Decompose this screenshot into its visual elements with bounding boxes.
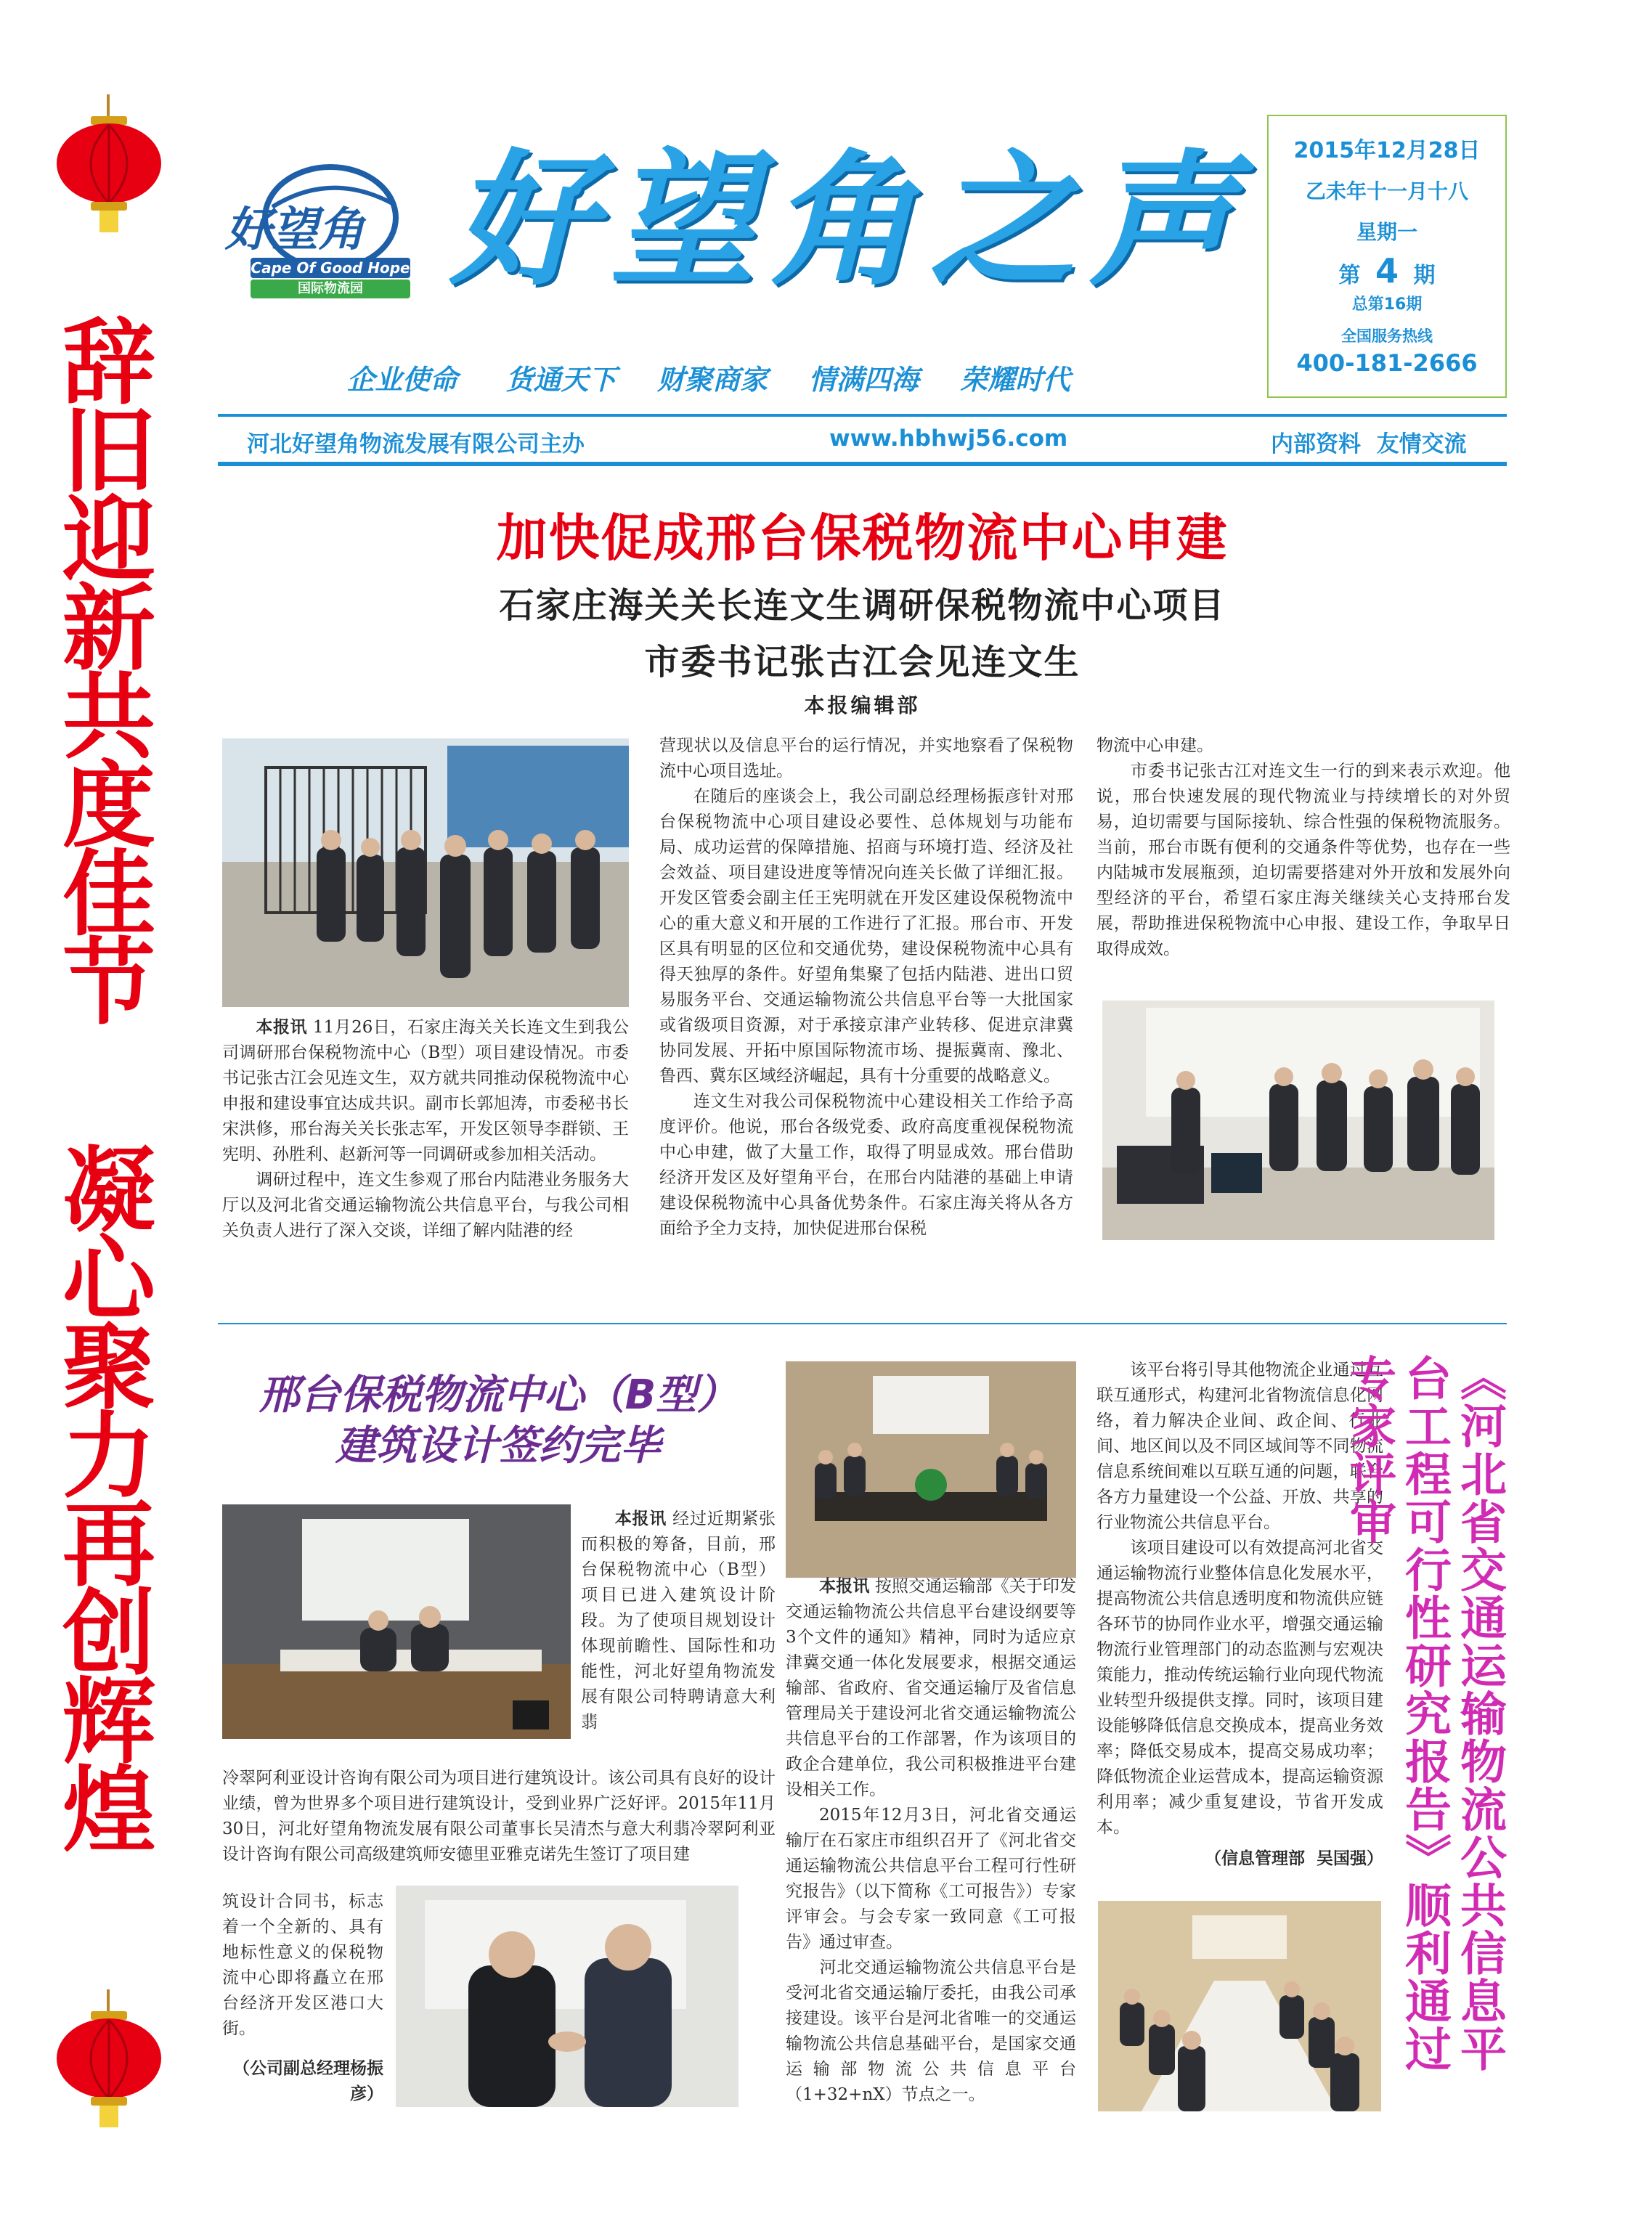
sponsor: 河北好望角物流发展有限公司主办 [247, 431, 585, 457]
sponsor-line [218, 421, 1507, 457]
photo-signing-meeting [222, 1504, 571, 1739]
photo-review-meeting [786, 1361, 1076, 1578]
issue-weekday: 星期一 [1356, 220, 1417, 244]
logo-en: Cape Of Good Hope [251, 259, 410, 277]
side-slogan-1: 辞 旧 迎 新 共 度 佳 节 [62, 309, 155, 1038]
lantern-top-icon [54, 116, 163, 232]
photo-expert-review [1098, 1901, 1381, 2111]
lead-col-3: 物流中心申建。 市委书记张古江对连文生一行的到来表示欢迎。他说，邢台快速发展的现代物流业与持续增长的对外贸易，迫切需要与国际接轨、综合性强的保税物流服务。当前，邢台市既有便利的交通条件等优势，也存在一些内陆城市发展瓶颈，迫切需要搭建对外开放和发展外向型经济的平台，希望石家庄海关继续关心支持邢台发展，帮助推进保税物流中心申报、建设工作，争取早日取得成效。 [1096, 736, 1510, 958]
article-tag: 本报讯 [256, 1018, 308, 1037]
masthead-rule-top [218, 414, 1507, 417]
logo [218, 163, 436, 301]
issue-box [1267, 115, 1507, 398]
logo-cn: 好望角 [225, 203, 365, 257]
side-slogan-2: 凝 心 聚 力 再 创 辉 煌 [62, 1137, 155, 1865]
masthead-rule-bottom [218, 462, 1507, 466]
mission-item: 荣耀时代 [959, 364, 1070, 396]
lead-headline: 加快促成邢台保税物流中心申建 [496, 508, 1229, 568]
article2-text-narrow: 本报讯 经过近期紧张而积极的筹备，目前，邢台保税物流中心（B型）项目已进入建筑设计阶段。为了使项目规划设计体现前瞻性、国际性和功能性，河北好望角物流发展有限公司特聘请意大利翡 [581, 1509, 776, 1732]
issue-total: 总第16期 [1351, 296, 1423, 314]
article3-vertical-headline: 《河北省交通运输物流公共信息平台工程可行性研究报告》顺利通过专家评审 [1342, 1354, 1506, 2073]
section-divider [218, 1323, 1507, 1324]
issue-number: 第 4 期 [1338, 251, 1436, 290]
mission-item: 情满四海 [808, 364, 919, 396]
article2-author: （公司副总经理杨振彦） [233, 2059, 383, 2103]
lead-byline: 本报编辑部 [804, 693, 921, 717]
lead-subhead-2: 市委书记张古江会见连文生 [644, 642, 1081, 682]
photo-handshake [396, 1886, 738, 2107]
article3-author: （信息管理部 吴国强） [1204, 1849, 1383, 1868]
article2-text-wide: 冷翠阿利亚设计咨询有限公司为项目进行建筑设计。该公司具有良好的设计业绩，曾为世界多个项目进行建筑设计，受到业界广泛好评。2015年11月30日，河北好望角物流发展有限公司董事长吴清杰与意大利翡冷翠阿利亚设计咨询有限公司高级建筑师安德里亚雅克诺先生签订了项目建 [222, 1769, 776, 1864]
lead-col-1: 本报讯 11月26日，石家庄海关关长连文生到我公司调研邢台保税物流中心（B型）项目建设情况。市委书记张古江会见连文生，双方就共同推动保税物流中心申报和建设事宜达成共识。副市长郭旭涛，市委秘书长宋洪修，邢台海关关长张志军，开发区领导李群锁、王宪明、孙胜利、赵新河等一同调研或参加相关活动。 调研过程中，连文生参观了邢台内陆港业务服务大厅以及河北省交通运输物流公共信息平台，与我公司相关负责人进行了深入交谈，详细了解内陆港的经 [222, 1018, 630, 1240]
mission-item: 财聚商家 [656, 364, 768, 396]
article3-col-2: 该平台将引导其他物流企业通过互联互通形式，构建河北省物流信息化网络，着力解决企业间、政企间、行业间、地区间以及不同区域间等不同物流信息系统间难以互联互通的问题，联合各方力量建设一个公益、开放、共享的行业物流公共信息平台。 该项目建设可以有效提高河北省交通运输物流行业整体信息化发展水平，提高物流公共信息透明度和物流供应链各环节的协同作业水平，增强交通运输物流行业管理部门的动态监测与宏观决策能力，推动传统运输行业向现代物流业转型升级提供支撑。同时，该项目建设能够降低信息交换成本，提高业务效率；降低交易成本，提高交易成功率；降低物流企业运营成本，提高运输资源利用率；减少重复建设，节省开发成本。 （信息管理部 吴国强） [1096, 1358, 1383, 1872]
logo-sub: 国际物流园 [251, 280, 410, 298]
article-tag: 本报讯 [614, 1509, 667, 1528]
internal-note: 内部资料 友情交流 [1271, 431, 1467, 457]
article2-headline: 邢台保税物流中心（B型） 建筑设计签约完毕 [259, 1372, 738, 1470]
lead-col-2: 营现状以及信息平台的运行情况，并实地察看了保税物流中心项目选址。 在随后的座谈会上，我公司副总经理杨振彦针对邢台保税物流中心项目建设必要性、总体规划与功能布局、成功运营的保障措施、招商与环境打造、经济及社会效益、项目建设进度等情况向连关长做了详细汇报。开发区管委会副主任王宪明就在开发区建设保税物流中心的重大意义和开展的工作进行了汇报。邢台市、开发区具有明显的区位和交通优势，建设保税物流中心具有得天独厚的条件。好望角集聚了包括内陆港、进出口贸易服务平台、交通运输物流公共信息平台等一大批国家或省级项目资源，对于承接京津产业转移、促进京津冀协同发展、开拓中原国际物流市场、提振冀南、豫北、鲁西、冀东区域经济崛起，具有十分重要的战略意义。 连文生对我公司保税物流中心建设相关工作给予高度评价。他说，邢台各级党委、政府高度重视保税物流中心申建，做了大量工作，取得了明显成效。邢台借助经济开发区及好望角平台，在邢台内陆港的基础上申请建设保税物流中心具备优势条件。石家庄海关将从各方面给予全力支持，加快促进邢台保税 [659, 736, 1073, 1238]
lantern-bottom-icon [54, 2011, 163, 2127]
mission-item: 货通天下 [505, 364, 617, 396]
article3-col-1: 本报讯 按照交通运输部《关于印发交通运输物流公共信息平台建设纲要等3个文件的通知》精神，同时为适应京津冀交通一体化发展要求，根据交通运输部、省政府、省交通运输厅及省信息管理局关于建设河北省交通运输物流公共信息平台的工作部署，作为该项目的政企合建单位，我公司积极推进平台建设相关工作。 2015年12月3日，河北省交通运输厅在石家庄市组织召开了《河北省交通运输物流公共信息平台工程可行性研究报告》（以下简称《工可报告》）专家评审会。与会专家一致同意《工可报告》通过审查。 河北交通运输物流公共信息平台是受河北省交通运输厅委托，由我公司承接建设。该平台是河北省唯一的交通运输物流公共信息基础平台，是国家交通运输部物流公共信息平台（1+32+nX）节点之一。 [786, 1577, 1077, 2104]
photo-site-visit [222, 738, 629, 1007]
hotline-label: 全国服务热线 [1341, 327, 1433, 345]
paper-title: 好望角之声 [450, 136, 1250, 306]
mission-label: 企业使命 [347, 364, 458, 396]
website-link[interactable]: www.hbhwj56.com [829, 425, 1068, 452]
article-tag: 本报讯 [819, 1577, 870, 1596]
photo-control-room [1102, 1001, 1494, 1240]
article2-text-narrow-2: 筑设计合同书，标志着一个全新的、具有地标性意义的保税物流中心即将矗立在邢台经济开发区港口大街。 （公司副总经理杨振彦） [222, 1889, 383, 2107]
lead-subhead-1: 石家庄海关关长连文生调研保税物流中心项目 [499, 585, 1226, 626]
issue-lunar: 乙未年十一月十八 [1305, 179, 1468, 203]
hotline-number: 400-181-2666 [1296, 349, 1478, 377]
mission-row [347, 357, 1146, 397]
issue-date: 2015年12月28日 [1293, 138, 1481, 163]
